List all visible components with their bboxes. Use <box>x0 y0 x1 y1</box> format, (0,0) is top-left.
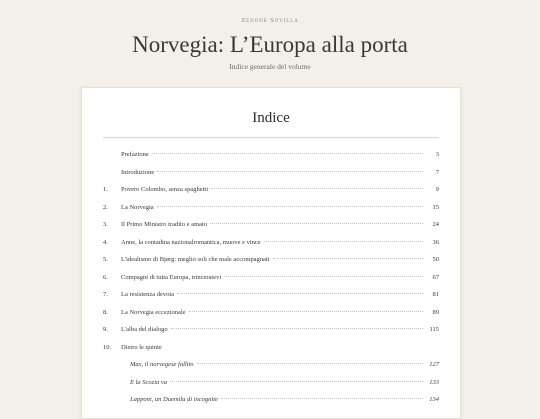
entry-title[interactable]: La Norvegia eccezionale <box>121 308 186 316</box>
toc-subentry-scozia[interactable] <box>103 379 439 397</box>
toc-entry-chapter-8[interactable] <box>103 309 439 327</box>
dot-leader <box>264 241 423 242</box>
dot-leader <box>189 311 423 312</box>
entry-title[interactable]: Povero Colombo, senza spaghetti <box>121 186 209 193</box>
entry-page: 115 <box>429 326 439 333</box>
dot-leader <box>177 293 423 294</box>
dot-leader <box>273 258 423 259</box>
dot-leader <box>221 398 423 399</box>
toc-entry-chapter-9[interactable] <box>103 326 439 344</box>
toc-entry-chapter-7[interactable] <box>103 291 439 309</box>
entry-page: 3 <box>435 151 439 158</box>
entry-page: 89 <box>432 308 439 316</box>
entry-number: 7. <box>103 291 108 298</box>
entry-page: 15 <box>432 203 439 211</box>
dot-leader <box>157 206 423 207</box>
toc-entry-chapter-10[interactable] <box>103 344 439 362</box>
subentry-page: 133 <box>429 378 439 386</box>
entry-number: 4. <box>103 238 108 246</box>
entry-title[interactable]: Dietro le quinte <box>121 343 162 351</box>
toc-entry-chapter-2[interactable] <box>103 204 439 222</box>
page-title: Norvegia: L’Europa alla porta <box>132 32 408 57</box>
entry-title[interactable]: Introduzione <box>121 168 155 176</box>
toc-entry-chapter-6[interactable] <box>103 274 439 292</box>
toc-subentry-max[interactable] <box>103 361 439 379</box>
entry-page: 7 <box>435 168 439 176</box>
index-heading: Indice <box>252 110 290 126</box>
entry-page: 50 <box>432 256 439 263</box>
entry-page: 9 <box>435 186 439 193</box>
dot-leader <box>197 363 423 364</box>
toc-entry-prefazione[interactable] <box>103 151 439 169</box>
toc-entry-chapter-3[interactable] <box>103 221 439 239</box>
dot-leader <box>171 328 423 329</box>
entry-title[interactable]: La Norvegia <box>121 203 154 211</box>
entry-page: 36 <box>432 238 439 246</box>
entry-title[interactable]: L'alba del dialogo <box>121 326 168 333</box>
dot-leader <box>157 171 423 172</box>
dot-leader <box>210 223 423 224</box>
entry-title[interactable]: Prefazione <box>121 151 149 158</box>
entry-number: 8. <box>103 308 108 316</box>
entry-title[interactable]: L'idealismo di Bjørg: meglio soli che male accompagnati <box>121 256 270 263</box>
entry-page: 67 <box>432 273 439 281</box>
subentry-title[interactable]: E la Scozia va <box>130 378 168 386</box>
toc-entry-introduzione[interactable] <box>103 169 439 187</box>
subentry-page: 134 <box>429 396 439 403</box>
entry-page: 81 <box>432 291 439 298</box>
entry-page: 24 <box>432 221 439 228</box>
heading-divider <box>103 137 439 138</box>
subentry-title[interactable]: Max, il norvegese fallito <box>130 361 194 368</box>
subentry-page: 127 <box>429 361 439 368</box>
toc-entry-chapter-4[interactable] <box>103 239 439 257</box>
entry-title[interactable]: Il Primo Ministro tradito e amato <box>121 221 208 228</box>
entry-number: 5. <box>103 256 108 263</box>
dot-leader <box>224 276 423 277</box>
dot-leader <box>152 153 423 154</box>
entry-number: 6. <box>103 273 108 281</box>
entry-number: 3. <box>103 221 108 228</box>
toc-entry-chapter-5[interactable] <box>103 256 439 274</box>
entry-title[interactable]: Compagni di tutta Europa, trinceratevi <box>121 273 222 281</box>
entry-title[interactable]: La resistenza devota <box>121 291 175 298</box>
dot-leader <box>211 188 423 189</box>
table-of-contents <box>103 151 439 414</box>
subentry-title[interactable]: Lapponi, un Duemila di incognite <box>130 396 218 403</box>
entry-number: 2. <box>103 203 108 211</box>
index-card <box>81 87 461 419</box>
page-subtitle: Indice generale del volume <box>229 62 311 71</box>
entry-number: 1. <box>103 186 108 193</box>
entry-number: 10. <box>103 343 112 351</box>
toc-entry-chapter-1[interactable] <box>103 186 439 204</box>
entry-title[interactable]: Anne, la contadina nazionalromantica, muove e vince <box>121 238 261 246</box>
dot-leader <box>170 381 423 382</box>
author-name: Zenone Sovilla <box>241 17 299 24</box>
entry-number: 9. <box>103 326 108 333</box>
